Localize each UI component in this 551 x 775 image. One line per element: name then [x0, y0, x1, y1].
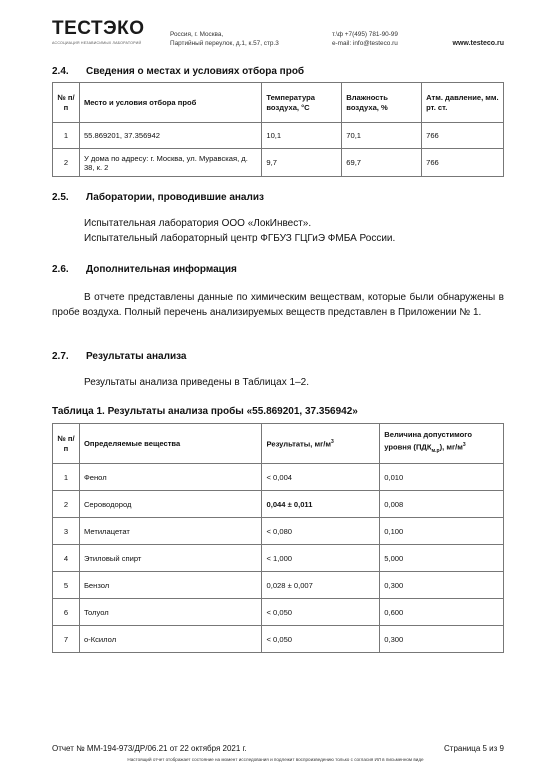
- table-1-caption: Таблица 1. Результаты анализа пробы «55.869201, 37.356942»: [52, 406, 358, 417]
- company-address: [170, 30, 279, 48]
- section-number: 2.5.: [52, 192, 69, 203]
- cell-number: 4: [53, 545, 80, 572]
- section-2-6-heading: [52, 264, 237, 275]
- col-header-result: [262, 424, 380, 464]
- cell-result: < 1,000: [262, 545, 380, 572]
- table-row: [53, 518, 504, 545]
- col-header-temperature: Температура воздуха, °С: [262, 83, 342, 123]
- table-header-row: [53, 83, 504, 123]
- pdk-label: Величина допустимого уровня (ПДК: [384, 430, 472, 452]
- superscript-3: 3: [331, 439, 334, 446]
- table-row: [53, 572, 504, 599]
- footer-disclaimer: Настоящий отчет отображает состояние на момент исследования и подлежит воспроизведению только с согласия ИЛ в письменном виде: [127, 757, 424, 762]
- table-row: [53, 464, 504, 491]
- table-row: [53, 491, 504, 518]
- cell-pdk: 0,010: [380, 464, 504, 491]
- cell-substance: Фенол: [79, 464, 262, 491]
- laboratories-list: [84, 216, 504, 246]
- cell-substance: Сероводород: [79, 491, 262, 518]
- table-header-row: [53, 424, 504, 464]
- cell-number: 2: [53, 491, 80, 518]
- company-logo: [52, 18, 145, 45]
- cell-substance: Метилацетат: [79, 518, 262, 545]
- laboratory-line-2: Испытательный лабораторный центр ФГБУЗ ГЦГиЭ ФМБА России.: [84, 233, 396, 244]
- table-row: [53, 123, 504, 149]
- cell-result: < 0,080: [262, 518, 380, 545]
- website-link[interactable]: www.testeco.ru: [452, 40, 504, 47]
- cell-number: 3: [53, 518, 80, 545]
- pdk-unit-label: ), мг/м: [439, 443, 463, 452]
- section-2-5-heading: [52, 192, 264, 203]
- cell-substance: Бензол: [79, 572, 262, 599]
- address-line-1: Россия, г. Москва,: [170, 31, 224, 38]
- analysis-results-table: [52, 423, 504, 653]
- cell-result-exceeded: 0,044 ± 0,011: [262, 491, 380, 518]
- cell-result: < 0,050: [262, 599, 380, 626]
- cell-pdk: 0,300: [380, 572, 504, 599]
- cell-result: < 0,050: [262, 626, 380, 653]
- logo-subtitle: АССОЦИАЦИЯ НЕЗАВИСИМЫХ ЛАБОРАТОРИЙ: [52, 41, 142, 45]
- section-number: 2.4.: [52, 66, 69, 77]
- col-header-number: № п/п: [53, 83, 80, 123]
- section-title: Лаборатории, проводившие анализ: [86, 192, 264, 203]
- cell-pdk: 0,600: [380, 599, 504, 626]
- cell-pdk: 0,300: [380, 626, 504, 653]
- page-footer: [52, 744, 504, 753]
- col-header-number: № п/п: [53, 424, 80, 464]
- sampling-conditions-table: [52, 82, 504, 177]
- col-header-humidity: Влажность воздуха, %: [342, 83, 422, 123]
- additional-info-paragraph: В отчете представлены данные по химическим веществам, которые были обнаружены в пробе воздуха. Полный перечень анализируемых веществ представлен в Приложении № 1.: [52, 292, 504, 318]
- section-title: Сведения о местах и условиях отбора проб: [86, 66, 305, 77]
- cell-temperature: 9,7: [262, 149, 342, 177]
- section-number: 2.6.: [52, 264, 69, 275]
- col-header-pressure: Атм. давление, мм. рт. ст.: [422, 83, 504, 123]
- cell-pressure: 766: [422, 123, 504, 149]
- cell-temperature: 10,1: [262, 123, 342, 149]
- cell-number: 1: [53, 123, 80, 149]
- results-paragraph: Результаты анализа приведены в Таблицах 1–2.: [84, 377, 309, 388]
- cell-number: 5: [53, 572, 80, 599]
- report-number: Отчет № ММ-194-973/ДР/06.21 от 22 октября 2021 г.: [52, 744, 247, 753]
- section-title: Результаты анализа: [86, 351, 187, 362]
- logo-wordmark: ТЕСТЭКО: [52, 18, 145, 39]
- cell-number: 6: [53, 599, 80, 626]
- cell-pdk: 5,000: [380, 545, 504, 572]
- cell-result: 0,028 ± 0,007: [262, 572, 380, 599]
- cell-number: 2: [53, 149, 80, 177]
- table-row: [53, 599, 504, 626]
- superscript-3: 3: [462, 442, 466, 449]
- col-header-place: Место и условия отбора проб: [79, 83, 261, 123]
- cell-substance: о-Ксилол: [79, 626, 262, 653]
- cell-substance: Этиловый спирт: [79, 545, 262, 572]
- section-2-7-heading: [52, 351, 187, 362]
- cell-number: 7: [53, 626, 80, 653]
- page-number: Страница 5 из 9: [444, 744, 504, 753]
- cell-humidity: 70,1: [342, 123, 422, 149]
- result-unit-label: Результаты, мг/м: [266, 439, 331, 449]
- cell-substance: Толуол: [79, 599, 262, 626]
- cell-place: У дома по адресу: г. Москва, ул. Муравская, д. 38, к. 2: [79, 149, 261, 177]
- cell-pdk: 0,008: [380, 491, 504, 518]
- laboratory-line-1: Испытательная лаборатория ООО «ЛокИнвест».: [84, 218, 312, 229]
- page-header: [52, 18, 504, 58]
- table-row: [53, 149, 504, 177]
- address-line-2: Партийный переулок, д.1, к.57, стр.3: [170, 40, 279, 47]
- cell-humidity: 69,7: [342, 149, 422, 177]
- section-number: 2.7.: [52, 351, 69, 362]
- col-header-substance: Определяемые вещества: [79, 424, 262, 464]
- pdk-subscript: м.р: [431, 448, 440, 455]
- table-row: [53, 545, 504, 572]
- phone: т.\ф +7(495) 781-90-99: [332, 31, 398, 38]
- section-title: Дополнительная информация: [86, 264, 237, 275]
- col-header-pdk: [380, 424, 504, 464]
- cell-pdk: 0,100: [380, 518, 504, 545]
- company-contacts: [332, 30, 398, 48]
- cell-result: < 0,004: [262, 464, 380, 491]
- email: e-mail: info@testeco.ru: [332, 40, 398, 47]
- section-2-4-heading: [52, 66, 304, 77]
- cell-number: 1: [53, 464, 80, 491]
- table-row: [53, 626, 504, 653]
- cell-place: 55.869201, 37.356942: [79, 123, 261, 149]
- cell-pressure: 766: [422, 149, 504, 177]
